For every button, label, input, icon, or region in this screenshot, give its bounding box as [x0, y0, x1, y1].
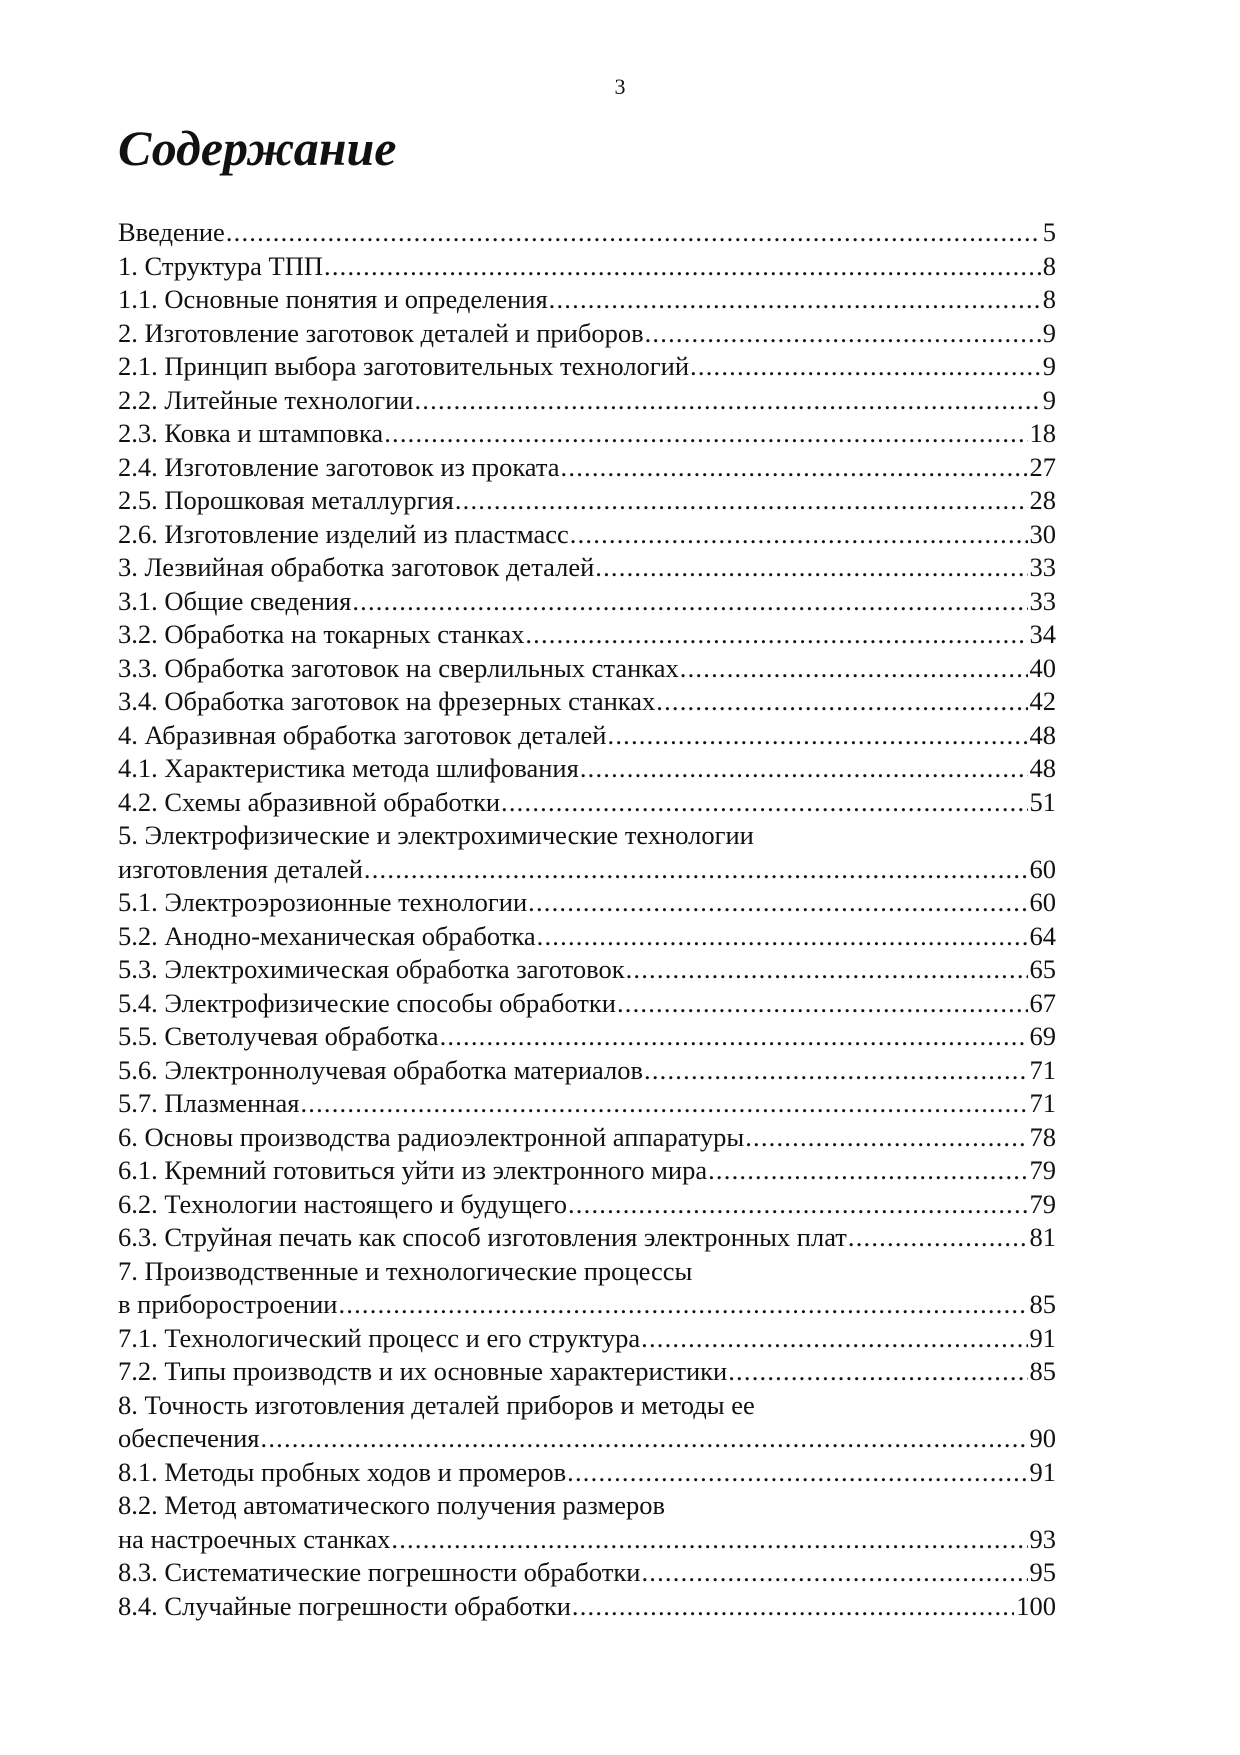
toc-row	[118, 1456, 1056, 1490]
table-of-contents	[118, 216, 1056, 1623]
toc-row	[118, 417, 1056, 451]
toc-entry	[118, 1020, 1056, 1054]
toc-entry-page: 79	[1029, 1155, 1056, 1185]
toc-entry-page: 42	[1029, 686, 1056, 716]
toc-entry-title: 2.2. Литейные технологии	[118, 384, 414, 415]
toc-row	[118, 250, 1056, 284]
toc-entry-title: 8.1. Методы пробных ходов и промеров	[118, 1456, 567, 1487]
toc-entry-page: 90	[1029, 1423, 1056, 1453]
toc-row	[118, 384, 1056, 418]
toc-entry-title: 5.6. Электроннолучевая обработка материалов	[118, 1054, 643, 1085]
toc-entry-page: 9	[1042, 317, 1056, 348]
toc-entry-page: 100	[1016, 1590, 1056, 1621]
toc-entry	[118, 1054, 1056, 1088]
toc-entry-page: 48	[1029, 719, 1056, 750]
dot-leader	[384, 417, 1027, 451]
toc-entry	[118, 1188, 1056, 1222]
toc-row	[118, 1556, 1056, 1590]
toc-entry-title: 5.4. Электрофизические способы обработки	[118, 987, 616, 1018]
toc-entry	[118, 551, 1056, 585]
toc-row	[118, 1054, 1056, 1088]
toc-entry-title-line: 7. Производственные и технологические процессы	[118, 1255, 693, 1286]
dot-leader	[226, 216, 1041, 250]
page-number: 3	[614, 74, 626, 99]
toc-row	[118, 853, 1056, 887]
dot-leader	[391, 1523, 1027, 1557]
toc-entry-title: 2.1. Принцип выбора заготовительных технологий	[118, 351, 690, 381]
toc-entry	[118, 1154, 1056, 1188]
toc-entry	[118, 1355, 1056, 1389]
dot-leader	[300, 1087, 1027, 1121]
dot-leader	[645, 317, 1041, 351]
toc-row	[118, 1590, 1056, 1624]
toc-row	[118, 1221, 1056, 1255]
toc-entry-page: 81	[1029, 1222, 1056, 1252]
toc-entry-title: 3.2. Обработка на токарных станках	[118, 619, 525, 649]
toc-entry-title-line: 8. Точность изготовления деталей приборов и методы ее	[118, 1389, 755, 1420]
toc-row	[118, 953, 1056, 987]
toc-entry-title: обеспечения	[118, 1423, 260, 1453]
toc-entry	[118, 886, 1056, 920]
toc-entry	[118, 317, 1056, 351]
toc-entry-page: 9	[1042, 351, 1056, 381]
toc-entry-title: 8.4. Случайные погрешности обработки	[118, 1590, 571, 1621]
dot-leader	[567, 1456, 1027, 1490]
toc-entry-title: в приборостроении	[118, 1289, 338, 1319]
toc-entry	[118, 350, 1056, 384]
toc-entry	[118, 752, 1056, 786]
toc-entry	[118, 1556, 1056, 1590]
toc-row	[118, 518, 1056, 552]
toc-entry-title: 6.1. Кремний готовиться уйти из электронного мира	[118, 1155, 708, 1185]
toc-entry-page: 78	[1029, 1121, 1056, 1152]
toc-row	[118, 786, 1056, 820]
toc-entry	[118, 1087, 1056, 1121]
toc-row	[118, 484, 1056, 518]
toc-entry-title-line: 5. Электрофизические и электрохимические технологии	[118, 820, 754, 850]
dot-leader	[364, 853, 1028, 887]
dot-leader	[572, 1590, 1014, 1624]
toc-entry-page: 28	[1029, 485, 1056, 515]
toc-row	[118, 1154, 1056, 1188]
dot-leader	[324, 250, 1041, 284]
toc-entry-page: 18	[1029, 418, 1056, 448]
toc-entry-page: 33	[1029, 552, 1056, 582]
toc-entry-page: 71	[1029, 1088, 1056, 1118]
toc-row	[118, 283, 1056, 317]
toc-entry-title: 8.3. Систематические погрешности обработки	[118, 1557, 641, 1587]
dot-leader	[352, 585, 1027, 619]
dot-leader	[455, 484, 1028, 518]
toc-entry-page: 40	[1029, 652, 1056, 683]
toc-entry-page: 60	[1029, 853, 1056, 884]
toc-row	[118, 1188, 1056, 1222]
dot-leader	[414, 384, 1040, 418]
toc-row	[118, 920, 1056, 954]
toc-entry-page: 85	[1029, 1289, 1056, 1319]
toc-entry	[118, 920, 1056, 954]
toc-entry-title: 6. Основы производства радиоэлектронной аппаратуры	[118, 1121, 745, 1152]
toc-row	[118, 1087, 1056, 1121]
toc-entry-title: 3.4. Обработка заготовок на фрезерных станках	[118, 686, 656, 716]
toc-entry-page: 8	[1042, 250, 1056, 281]
toc-entry-title: 4. Абразивная обработка заготовок деталей	[118, 719, 607, 750]
toc-entry	[118, 685, 1056, 719]
dot-leader	[338, 1288, 1027, 1322]
toc-entry-title: 3.3. Обработка заготовок на сверлильных станках	[118, 652, 679, 683]
toc-row	[118, 585, 1056, 619]
toc-entry-title: 2.4. Изготовление заготовок из проката	[118, 451, 560, 482]
dot-leader	[261, 1422, 1028, 1456]
toc-entry-title-line: 8.2. Метод автоматического получения размеров	[118, 1490, 666, 1520]
toc-entry	[118, 451, 1056, 485]
toc-entry-page: 95	[1029, 1557, 1056, 1587]
dot-leader	[525, 618, 1027, 652]
toc-entry	[118, 819, 1056, 886]
toc-row	[118, 350, 1056, 384]
dot-leader	[641, 1322, 1027, 1356]
toc-entry-page: 30	[1029, 518, 1056, 549]
toc-entry-title: 5.3. Электрохимическая обработка заготовок	[118, 954, 625, 984]
dot-leader	[537, 920, 1028, 954]
dot-leader	[580, 752, 1028, 786]
dot-leader	[549, 283, 1041, 317]
toc-row	[118, 1020, 1056, 1054]
dot-leader	[656, 685, 1027, 719]
toc-entry-page: 91	[1029, 1322, 1056, 1353]
toc-row	[118, 685, 1056, 719]
toc-entry-page: 69	[1029, 1021, 1056, 1051]
toc-entry-page: 33	[1029, 585, 1056, 616]
toc-entry-page: 85	[1029, 1356, 1056, 1386]
toc-entry-page: 27	[1029, 451, 1056, 482]
toc-row	[118, 719, 1056, 753]
toc-entry-title: 3. Лезвийная обработка заготовок деталей	[118, 552, 595, 582]
toc-row	[118, 652, 1056, 686]
dot-leader	[501, 786, 1027, 820]
toc-entry	[118, 484, 1056, 518]
dot-leader	[561, 451, 1028, 485]
toc-entry-title: 5.2. Анодно-механическая обработка	[118, 920, 536, 951]
dot-leader	[595, 551, 1027, 585]
dot-leader	[608, 719, 1028, 753]
toc-entry	[118, 652, 1056, 686]
toc-entry-title: 2.5. Порошковая металлургия	[118, 485, 454, 515]
toc-entry	[118, 1255, 1056, 1322]
dot-leader	[848, 1221, 1028, 1255]
toc-entry-title: 7.1. Технологический процесс и его структура	[118, 1322, 641, 1353]
toc-entry	[118, 786, 1056, 820]
page-title: Содержание	[118, 120, 397, 176]
toc-entry-title: на настроечных станках	[118, 1523, 391, 1554]
toc-entry-page: 9	[1042, 384, 1056, 415]
dot-leader	[690, 350, 1041, 384]
toc-entry-title: 2.6. Изготовление изделий из пластмасс	[118, 518, 569, 549]
toc-entry-title: 6.2. Технологии настоящего и будущего	[118, 1188, 567, 1219]
toc-row	[118, 1523, 1056, 1557]
toc-entry-page: 34	[1029, 619, 1056, 649]
toc-entry	[118, 1456, 1056, 1490]
toc-row	[118, 451, 1056, 485]
toc-entry	[118, 1389, 1056, 1456]
toc-entry-title: 2. Изготовление заготовок деталей и приборов	[118, 317, 644, 348]
toc-row	[118, 618, 1056, 652]
toc-entry	[118, 283, 1056, 317]
dot-leader	[528, 886, 1027, 920]
toc-entry-page: 51	[1029, 786, 1056, 817]
toc-row	[118, 317, 1056, 351]
toc-entry-page: 60	[1029, 887, 1056, 917]
toc-entry	[118, 1489, 1056, 1556]
toc-entry-page: 71	[1029, 1054, 1056, 1085]
toc-entry-page: 8	[1042, 284, 1056, 314]
toc-entry-page: 91	[1029, 1456, 1056, 1487]
dot-leader	[570, 518, 1028, 552]
toc-entry-title: 5.1. Электроэрозионные технологии	[118, 887, 528, 917]
toc-entry	[118, 585, 1056, 619]
toc-entry-title: 3.1. Общие сведения	[118, 585, 352, 616]
toc-row	[118, 1288, 1056, 1322]
toc-entry-page: 5	[1042, 217, 1056, 247]
toc-entry-title: 4.1. Характеристика метода шлифования	[118, 753, 579, 783]
toc-entry-title: 4.2. Схемы абразивной обработки	[118, 786, 501, 817]
toc-entry	[118, 518, 1056, 552]
toc-entry-title: 2.3. Ковка и штамповка	[118, 418, 384, 448]
toc-row	[118, 752, 1056, 786]
toc-entry	[118, 719, 1056, 753]
toc-entry	[118, 618, 1056, 652]
toc-entry	[118, 216, 1056, 250]
toc-entry-page: 64	[1029, 920, 1056, 951]
toc-row	[118, 1121, 1056, 1155]
dot-leader	[641, 1556, 1027, 1590]
toc-row	[118, 886, 1056, 920]
toc-entry-title: 1. Структура ТПП	[118, 250, 323, 281]
dot-leader	[728, 1355, 1027, 1389]
toc-entry	[118, 1590, 1056, 1624]
toc-entry-page: 65	[1029, 954, 1056, 984]
dot-leader	[568, 1188, 1028, 1222]
toc-entry	[118, 1322, 1056, 1356]
dot-leader	[617, 987, 1028, 1021]
dot-leader	[708, 1154, 1027, 1188]
toc-entry-title: изготовления деталей	[118, 853, 363, 884]
toc-row	[118, 1322, 1056, 1356]
toc-entry	[118, 384, 1056, 418]
toc-entry-title: 1.1. Основные понятия и определения	[118, 284, 548, 314]
dot-leader	[440, 1020, 1028, 1054]
toc-entry-title: 5.5. Светолучевая обработка	[118, 1021, 439, 1051]
toc-entry-page: 93	[1029, 1523, 1056, 1554]
toc-entry	[118, 417, 1056, 451]
toc-entry	[118, 953, 1056, 987]
dot-leader	[626, 953, 1028, 987]
toc-entry	[118, 250, 1056, 284]
dot-leader	[680, 652, 1028, 686]
dot-leader	[644, 1054, 1028, 1088]
toc-row	[118, 1355, 1056, 1389]
toc-entry-page: 48	[1029, 753, 1056, 783]
toc-entry	[118, 1121, 1056, 1155]
toc-entry-title: 6.3. Струйная печать как способ изготовления электронных плат	[118, 1222, 847, 1252]
toc-row	[118, 216, 1056, 250]
toc-entry-title: Введение	[118, 217, 225, 247]
toc-entry-title: 7.2. Типы производств и их основные характеристики	[118, 1356, 728, 1386]
toc-entry-page: 67	[1029, 987, 1056, 1018]
toc-entry-title: 5.7. Плазменная	[118, 1088, 300, 1118]
toc-entry	[118, 1221, 1056, 1255]
toc-entry	[118, 987, 1056, 1021]
toc-row	[118, 551, 1056, 585]
toc-row	[118, 987, 1056, 1021]
dot-leader	[745, 1121, 1027, 1155]
toc-row	[118, 1422, 1056, 1456]
toc-entry-page: 79	[1029, 1188, 1056, 1219]
